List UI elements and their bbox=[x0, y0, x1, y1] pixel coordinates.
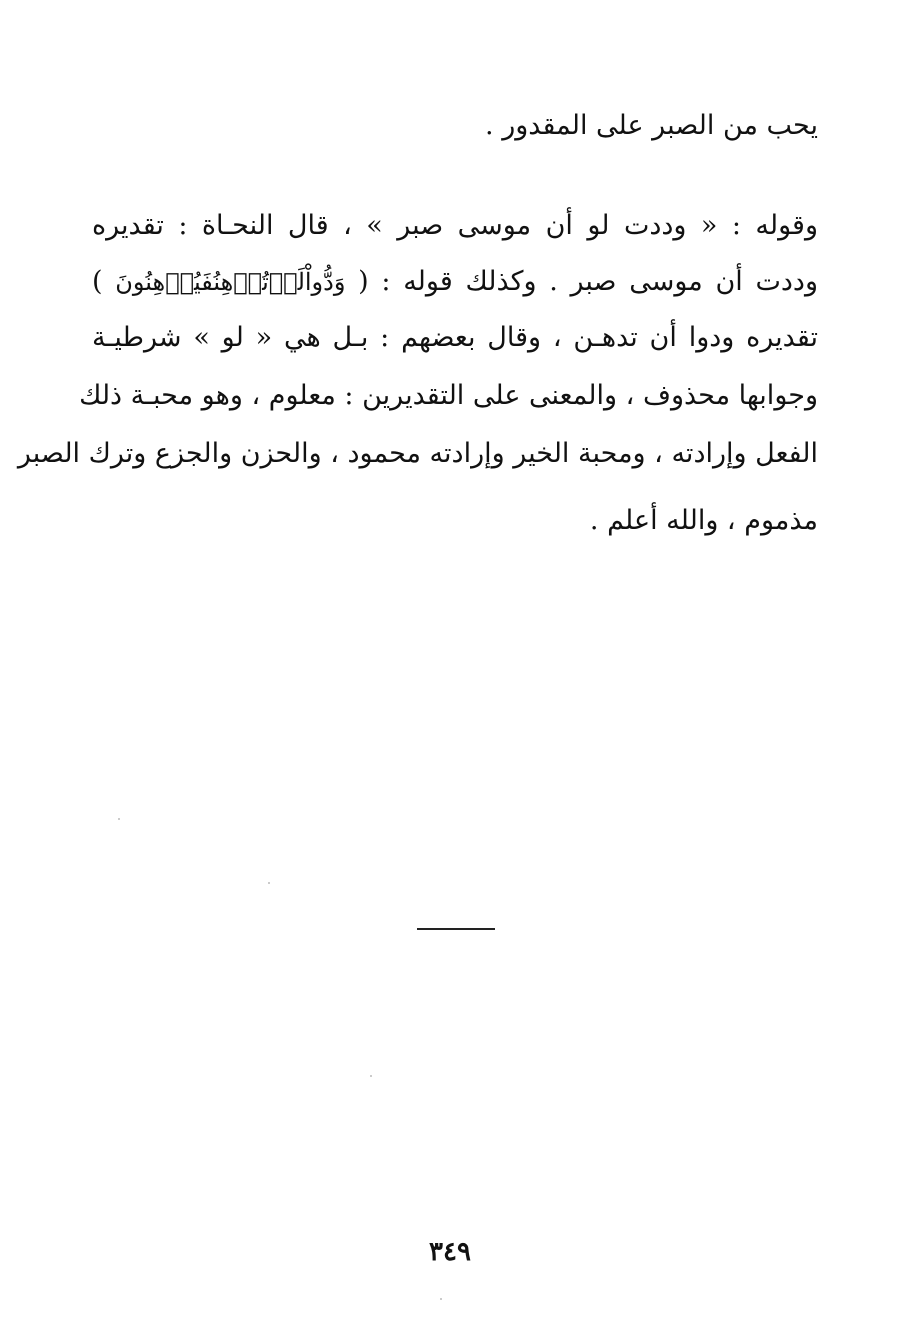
scan-speck bbox=[440, 1298, 442, 1300]
paragraph-line-4: وجوابها محذوف ، والمعنى على التقديرين : معلوم ، وهو محبـة ذلك bbox=[79, 380, 818, 411]
section-divider bbox=[417, 928, 495, 930]
paragraph-line-3: تقديره ودوا أن تدهـن ، وقال بعضهم : بـل هي « لو » شرطيـة bbox=[92, 322, 818, 353]
opening-line: يحب من الصبر على المقدور . bbox=[485, 110, 818, 141]
quran-verse: وَدُّواْلَوۡتُدۡهِنُفَيُدۡهِنُونَ bbox=[115, 268, 346, 296]
paragraph-line-2 bbox=[92, 266, 818, 297]
page-number: ٣٤٩ bbox=[429, 1237, 471, 1267]
paragraph-line-1: وقوله : « وددت لو أن موسى صبر » ، قال النحـاة : تقديره bbox=[92, 210, 818, 241]
scan-speck bbox=[268, 882, 270, 884]
verse-close-bracket: ) bbox=[92, 266, 103, 297]
scan-speck bbox=[370, 1075, 372, 1077]
paragraph-line-2-text: وددت أن موسى صبر . وكذلك قوله : ( bbox=[358, 266, 818, 297]
scan-speck bbox=[118, 818, 120, 820]
paragraph-line-5: الفعل وإرادته ، ومحبة الخير وإرادته محمود ، والحزن والجزع وترك الصبر bbox=[17, 438, 818, 469]
paragraph-line-6: مذموم ، والله أعلم . bbox=[589, 505, 818, 536]
